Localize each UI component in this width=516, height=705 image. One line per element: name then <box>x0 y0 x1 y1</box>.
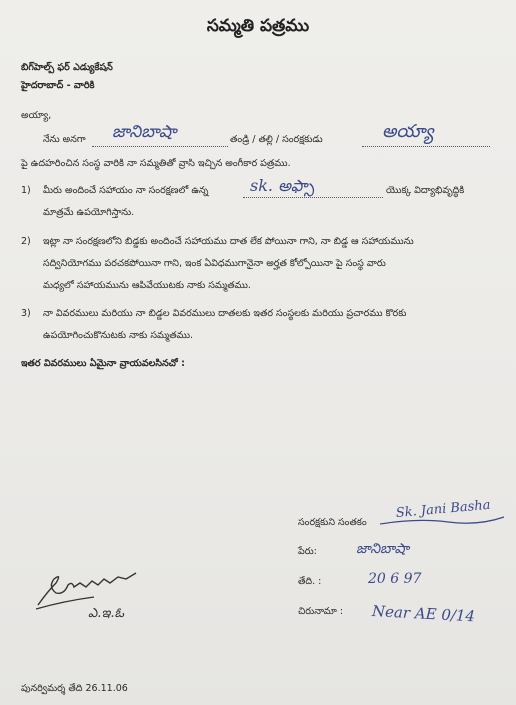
clause-3-line-2: ఉపయోగించుకొనుటకు నాకు సమ్మతము. <box>43 330 194 341</box>
intro-relation-label: తండ్రి / తల్లి / సంరక్షకుడు <box>230 134 323 145</box>
clause-2-line-3: మధ్యలో సహాయమును ఆపివేయుటకు నాకు సమ్మతము. <box>43 280 251 291</box>
guardian-name-value: జానిబాషా <box>356 541 410 557</box>
clause-2-line-2: సద్వినియోగము పరచకపోయినా గాని, ఇంక ఏవిధముగానైనా అర్హత కోల్పోయినా పై సంస్థ వారు <box>43 258 386 269</box>
clause-2-number: 2) <box>21 236 31 247</box>
intro-name-label: నేను అనగా <box>43 134 86 145</box>
guardian-name-label: పేరు: <box>298 546 317 557</box>
addressee-line-2: హైదరాబాద్ - వారికి <box>21 80 95 91</box>
salutation: అయ్యా, <box>21 110 52 121</box>
revision-date: పునర్విమర్శ తేది 26.11.06 <box>21 683 128 694</box>
signature-underline <box>378 514 508 530</box>
clause-1-text-before: మీరు అందించే సహాయం నా సంరక్షణలో ఉన్న <box>43 185 209 196</box>
clause-3-number: 3) <box>21 308 31 319</box>
addressee-line-1: బిగ్‌హెల్ప్ ఫర్ ఎడ్యుకేషన్ <box>21 62 113 73</box>
handwritten-name: జానిబాషా <box>112 122 177 142</box>
guardian-signature: Sk. Jani Basha <box>395 497 492 521</box>
handwritten-child-name: sk. అఫ్సా <box>250 176 315 195</box>
clause-1-line-2: మాత్రమే ఉపయోగిస్తాను. <box>43 207 135 218</box>
clause-3-line-1: నా వివరములు మరియు నా బిడ్డల వివరములు దాతలకు ఇతర సంస్థలకు మరియు ప్రచారము కొరకు <box>43 308 407 319</box>
name-dotted-line <box>92 146 228 147</box>
handwritten-relation: అయ్యా <box>382 121 434 142</box>
guardian-signature-label: సంరక్షకుని సంతకం <box>298 517 367 528</box>
intro-line-2: పై ఉదహరించిన సంస్థ వారికి నా సమ్మతితో వ్రాసి ఇచ్చిన అంగీకార పత్రము. <box>21 158 291 169</box>
form-title: సమ్మతి పత్రము <box>206 16 310 36</box>
guardian-address-value: Near AE 0/14 <box>371 602 476 626</box>
clause-1-text-after: యొక్క విద్యాభివృద్ధికి <box>386 185 465 196</box>
clause-1-number: 1) <box>21 185 31 196</box>
other-details-label: ఇతర వివరములు ఏమైనా వ్రాయవలసినచో : <box>21 358 185 369</box>
relation-dotted-line <box>362 146 490 147</box>
guardian-address-label: చిరునామా : <box>298 606 344 617</box>
clause-2-line-1: ఇట్లా నా సంరక్షణలోని బిడ్డకు అందించే సహాయము దాత లేక పోయినా గాని, నా బిడ్డ ఆ సహాయమును <box>43 236 414 247</box>
official-initials: ఎ.ఇ.ఓ <box>88 606 124 621</box>
guardian-date-label: తేది. : <box>298 576 322 587</box>
guardian-date-value: 20 6 97 <box>368 571 422 587</box>
